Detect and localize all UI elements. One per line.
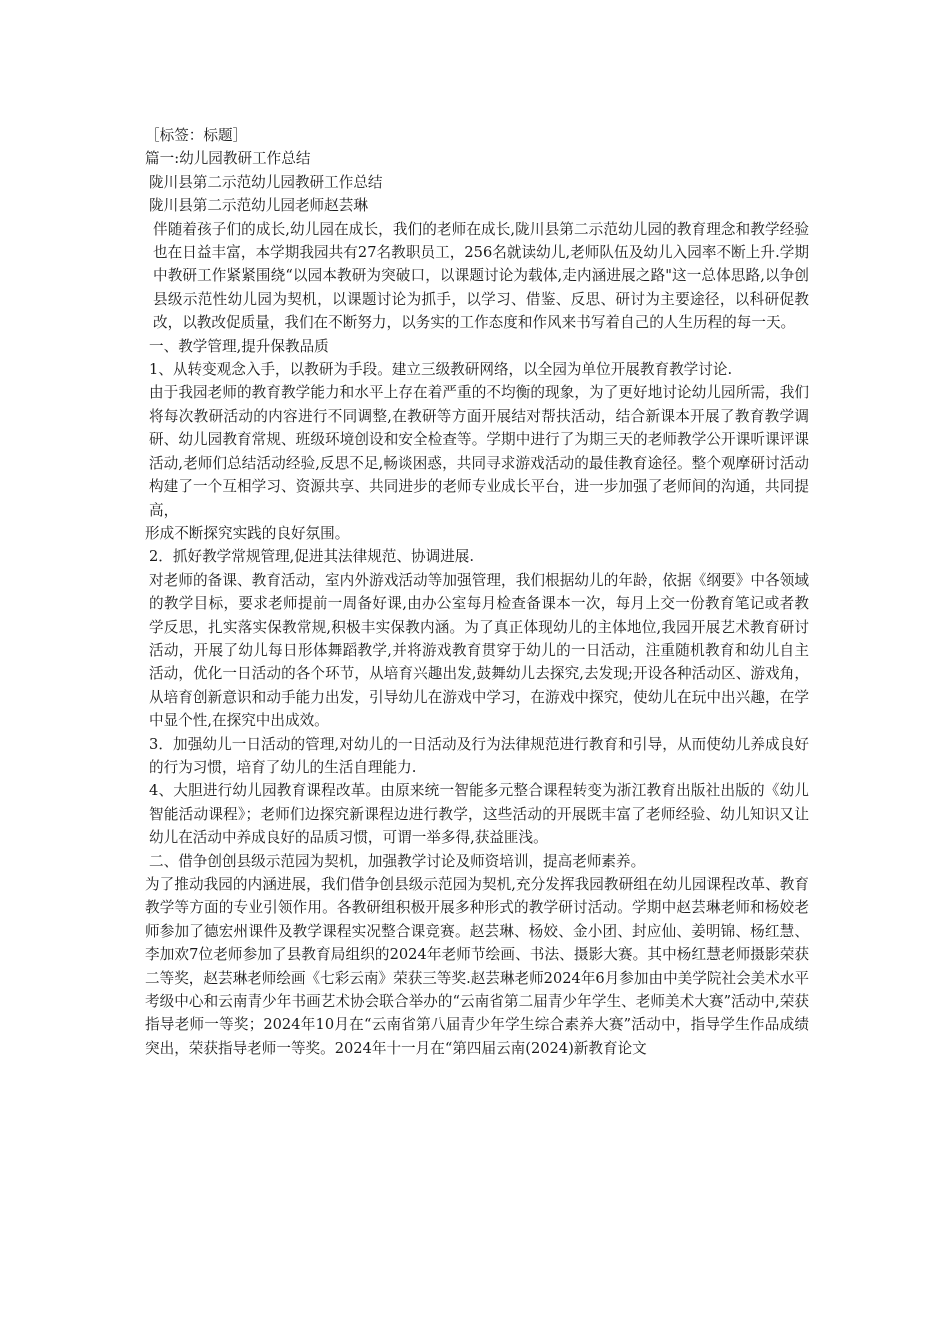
section-2-body: 为了推动我园的内涵进展，我们借争创县级示范园为契机,充分发挥我园教研组在幼儿园课程改革、教育教学等方面的专业引领作用。各教研组积极开展多种形式的教学研讨活动。学期中赵芸琳老师和杨姣老师参加了德宏州课件及教学课程实况整合课竞赛。赵芸琳、杨姣、金小团、封应仙、姜明锦、杨红慧、李加欢7位老师参加了县教育局组织的2024年老师节绘画、书法、摄影大赛。其中杨红慧老师摄影荣获二等奖，赵芸琳老师绘画《七彩云南》荣获三等奖.赵芸琳老师2024年6月参加由中美学院社会美术水平考级中心和云南青少年书画艺术协会联合举办的“云南省第二届青少年学生、老师美术大赛”活动中,荣获指导老师一等奖；2024年10月在“云南省第八届青少年学生综合素养大赛”活动中，指导学生作品成绩突出，荣获指导老师一等奖。2024年十一月在“第四届云南(2024)新教育论文 <box>145 876 810 1057</box>
item-2-heading: 2．抓好教学常规管理,促进其法律规范、协调进展. <box>149 548 475 566</box>
item-1-tail: 形成不断探究实践的良好氛围。 <box>145 524 350 542</box>
item-1-body: 由于我园老师的教育教学能力和水平上存在着严重的不均衡的现象，为了更好地讨论幼儿园所需，我们将每次教研活动的内容进行不同调整,在教研等方面开展结对帮扶活动，结合新课本开展了教育教学调研、幼儿园教育常规、班级环境创设和安全检查等。学期中进行了为期三天的老师教学公开课听课评课活动,老师们总结活动经验,反思不足,畅谈困惑，共同寻求游戏活动的最佳教育途径。整个观摩研讨活动构建了一个互相学习、资源共享、共同进步的老师专业成长平台，进一步加强了老师间的沟通，共同提高， <box>149 384 809 519</box>
intro-paragraph: 伴随着孩子们的成长,幼儿园在成长，我们的老师在成长,陇川县第二示范幼儿园的教育理念和教学经验也在日益丰富，本学期我园共有27名教职员工，256名就读幼儿,老师队伍及幼儿入园率不断上升.学期中教研工作紧紧围绕“以园本教研为突破口，以课题讨论为载体,走内涵进展之路"这一总体思路,以争创县级示范性幼儿园为契机，以课题讨论为抓手，以学习、借鉴、反思、研讨为主要途径，以科研促教改，以教改促质量，我们在不断努力，以务实的工作态度和作风来书写着自己的人生历程的每一天。 <box>153 220 809 332</box>
author-line: 陇川县第二示范幼儿园老师赵芸琳 <box>149 197 368 215</box>
tag-line: ［标签：标题］ <box>145 127 248 144</box>
item-4-paragraph: 4、大胆进行幼儿园教育课程改革。由原来统一智能多元整合课程转变为浙江教育出版社出版的《幼儿智能活动课程》；老师们边探究新课程边进行教学，这些活动的开展既丰富了老师经验、幼儿知识又让幼儿在活动中养成良好的品质习惯，可谓一举多得,获益匪浅。 <box>149 782 809 847</box>
item-1-heading: 1、从转变观念入手，以教研为手段。建立三级教研网络，以全园为单位开展教育教学讨论. <box>149 361 733 379</box>
section-1-heading: 一、教学管理,提升保教品质 <box>149 337 329 355</box>
item-2-body: 对老师的备课、教育活动，室内外游戏活动等加强管理，我们根据幼儿的年龄，依据《纲要》中各领域的教学目标，要求老师提前一周备好课,由办公室每月检查备课本一次，每月上交一份教育笔记或者教学反思，扎实落实保教常规,积极丰实保教内涵。为了真正体现幼儿的主体地位,我园开展艺术教育研讨活动，开展了幼儿每日形体舞蹈教学,并将游戏教育贯穿于幼儿的一日活动，注重随机教育和幼儿自主活动，优化一日活动的各个环节，从培育兴趣出发,鼓舞幼儿去探究,去发现;开设各种活动区、游戏角，从培育创新意识和动手能力出发，引导幼儿在游戏中学习，在游戏中探究，使幼儿在玩中出兴趣，在学中显个性,在探究中出成效。 <box>149 571 809 730</box>
section-2-heading: 二、借争创创县级示范园为契机，加强教学讨论及师资培训，提高老师素养。 <box>149 852 646 870</box>
report-subtitle: 陇川县第二示范幼儿园教研工作总结 <box>149 173 383 191</box>
item-3-paragraph: 3．加强幼儿一日活动的管理,对幼儿的一日活动及行为法律规范进行教育和引导，从而使幼儿养成良好的行为习惯，培育了幼儿的生活自理能力. <box>149 735 809 776</box>
document-title: 篇一:幼儿园教研工作总结 <box>145 150 311 168</box>
document-page <box>145 124 809 1060</box>
